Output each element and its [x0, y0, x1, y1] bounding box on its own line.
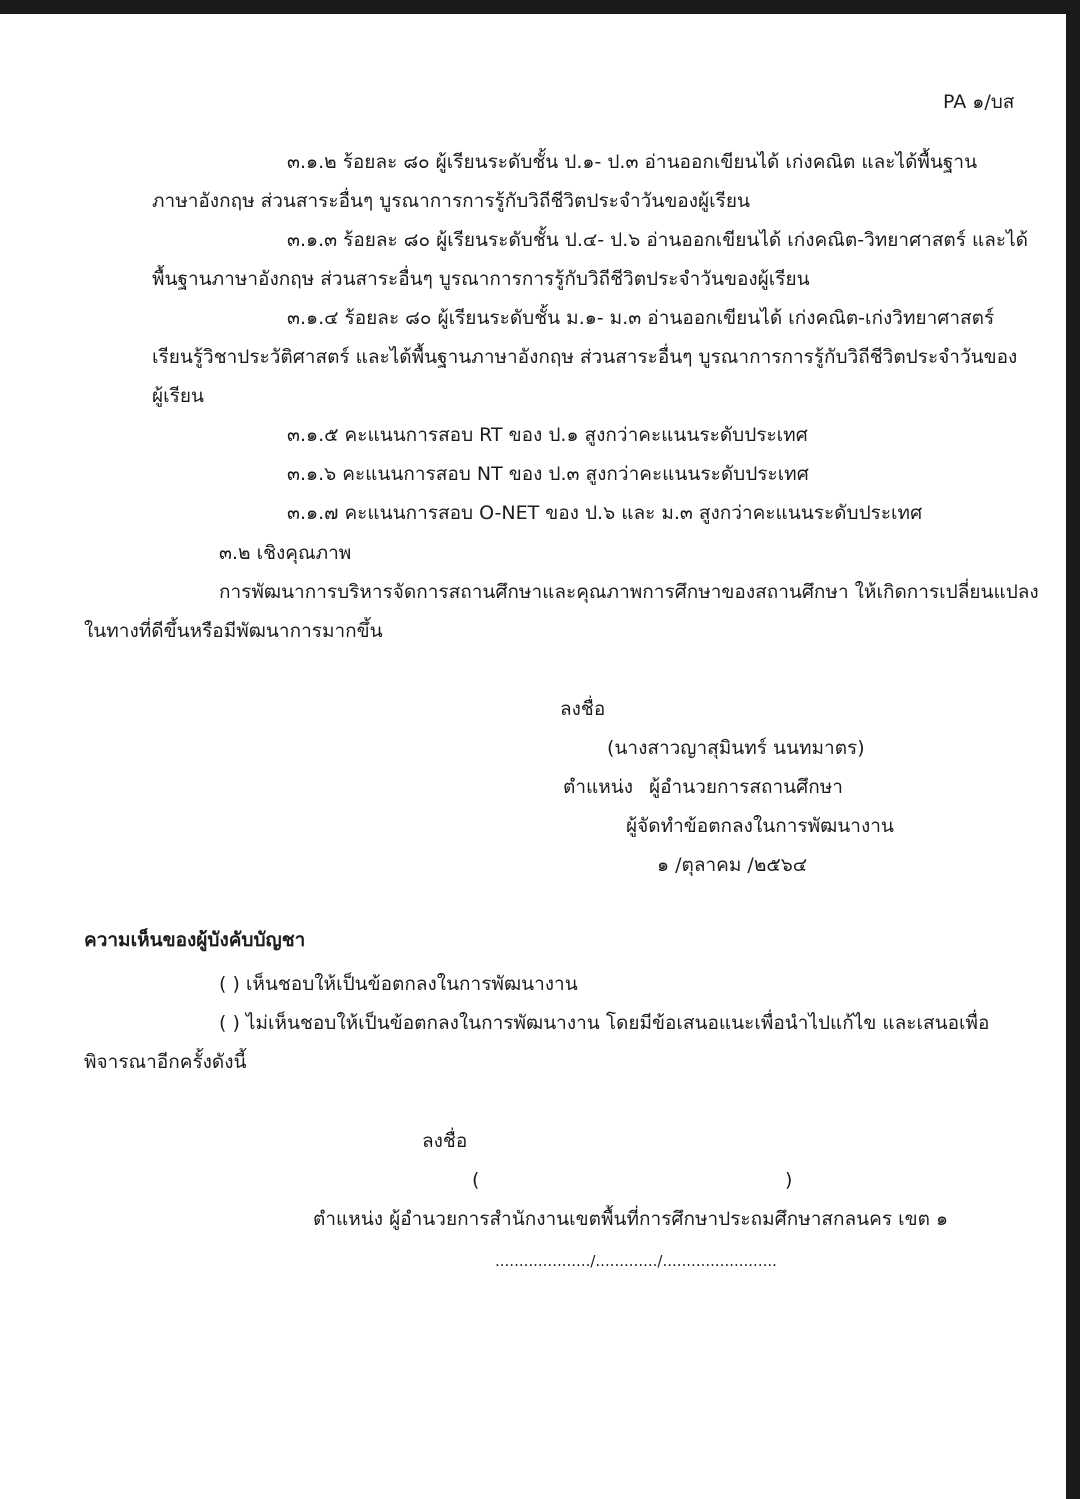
goal-314-line3: ผู้เรียน — [152, 385, 204, 407]
goal-313-line2: พื้นฐานภาษาอังกฤษ ส่วนสาระอื่นๆ บูรณาการการรู้กับวิถีชีวิตประจำวันของผู้เรียน — [152, 268, 810, 290]
goal-313-line1: ๓.๑.๓ ร้อยละ ๘๐ ผู้เรียนระดับชั้น ป.๔- ป.๖ อ่านออกเขียนได้ เก่งคณิต-วิทยาศาสตร์ และได้ — [287, 229, 1028, 251]
signature2-date-blank: ..................../............./........................ — [495, 1252, 777, 1270]
signature1-role: ผู้จัดทำข้อตกลงในการพัฒนางาน — [626, 815, 894, 837]
form-code: PA ๑/บส — [943, 91, 1015, 113]
goal-314-line1: ๓.๑.๔ ร้อยละ ๘๐ ผู้เรียนระดับชั้น ม.๑- ม.๓ อ่านออกเขียนได้ เก่งคณิต-เก่งวิทยาศาสตร์ — [287, 307, 995, 329]
goal-317: ๓.๑.๗ คะแนนการสอบ O-NET ของ ป.๖ และ ม.๓ สูงกว่าคะแนนระดับประเทศ — [287, 502, 923, 524]
goal-316: ๓.๑.๖ คะแนนการสอบ NT ของ ป.๓ สูงกว่าคะแนนระดับประเทศ — [287, 463, 809, 485]
signature1-date: ๑ /ตุลาคม /๒๕๖๔ — [657, 854, 808, 876]
supervisor-heading: ความเห็นของผู้บังคับบัญชา — [84, 929, 306, 951]
signature1-position: ผู้อำนวยการสถานศึกษา — [649, 776, 843, 798]
qualitative-line2: ในทางที่ดีขึ้นหรือมีพัฒนาการมากขึ้น — [84, 620, 383, 642]
signature1-label: ลงชื่อ — [560, 698, 606, 720]
signature2-label: ลงชื่อ — [422, 1130, 468, 1152]
signature1-name: (นางสาวญาสุมินทร์ นนทมาตร) — [607, 737, 865, 759]
goal-315: ๓.๑.๕ คะแนนการสอบ RT ของ ป.๑ สูงกว่าคะแนนระดับประเทศ — [287, 424, 808, 446]
option-agree: ( ) เห็นชอบให้เป็นข้อตกลงในการพัฒนางาน — [219, 973, 578, 995]
qualitative-heading: ๓.๒ เชิงคุณภาพ — [219, 542, 352, 564]
option-disagree-line2: พิจารณาอีกครั้งดังนี้ — [84, 1051, 247, 1073]
option-disagree-line1: ( ) ไม่เห็นชอบให้เป็นข้อตกลงในการพัฒนางาน โดยมีข้อเสนอแนะเพื่อนำไปแก้ไข และเสนอเพื่อ — [219, 1012, 990, 1034]
signature2-paren-close: ) — [785, 1169, 793, 1191]
qualitative-line1: การพัฒนาการบริหารจัดการสถานศึกษาและคุณภาพการศึกษาของสถานศึกษา ให้เกิดการเปลี่ยนแปลง — [219, 581, 1039, 603]
goal-314-line2: เรียนรู้วิชาประวัติศาสตร์ และได้พื้นฐานภาษาอังกฤษ ส่วนสาระอื่นๆ บูรณาการการรู้กับวิถีชีวิตประจำวันของ — [152, 346, 1018, 368]
signature1-position-label: ตำแหน่ง — [563, 776, 634, 798]
goal-312-line2: ภาษาอังกฤษ ส่วนสาระอื่นๆ บูรณาการการรู้กับวิถีชีวิตประจำวันของผู้เรียน — [152, 190, 750, 212]
document-page — [0, 14, 1066, 1499]
window-edge — [1066, 0, 1080, 1499]
signature2-position: ตำแหน่ง ผู้อำนวยการสำนักงานเขตพื้นที่การศึกษาประถมศึกษาสกลนคร เขต ๑ — [313, 1208, 949, 1230]
signature2-paren-open: ( — [472, 1169, 480, 1191]
goal-312-line1: ๓.๑.๒ ร้อยละ ๘๐ ผู้เรียนระดับชั้น ป.๑- ป.๓ อ่านออกเขียนได้ เก่งคณิต และได้พื้นฐาน — [287, 151, 978, 173]
